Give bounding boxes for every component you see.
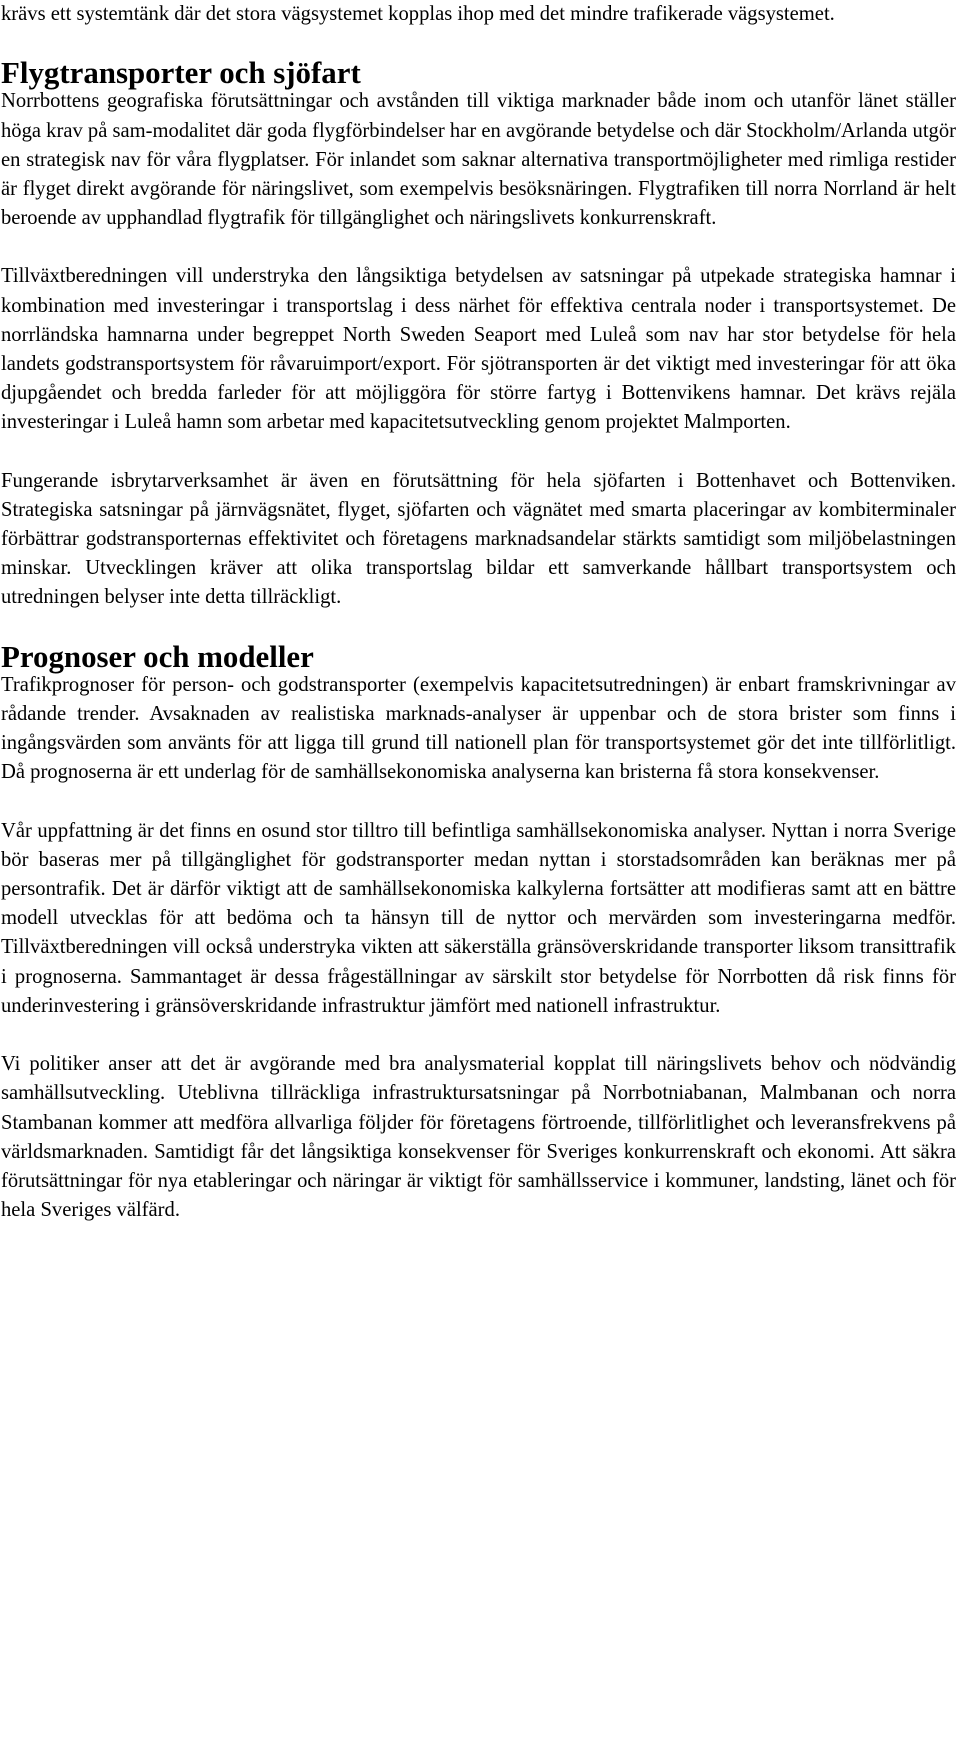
spacer [1, 788, 956, 817]
spacer [1, 613, 956, 642]
intro-fragment: krävs ett systemtänk där det stora vägsystemet kopplas ihop med det mindre trafikerade vägsystemet. [1, 3, 835, 25]
paragraph-prognoser-3: Vi politiker anser att det är avgörande med bra analysmaterial kopplat till näringslivets behov och nödvändig samhällsutveckling. Uteblivna tillräckliga infrastruktursatsningar på Norrbotniabanan, Malmbanan och norra Stambanan kommer att medföra allvarliga följder för företagens förtroende, tillförlitlighet och leveransfrekvens på världsmarknaden. Samtidigt får det långsiktiga konsekvenser för Sveriges konkurrenskraft och ekonomi. Att säkra förutsättningar för nya etableringar och näringar är viktigt för samhällsservice i kommuner, landsting, länet och för hela Sveriges välfärd. [1, 1053, 956, 1222]
spacer [1, 1021, 956, 1050]
paragraph-flyg-2: Tillväxtberedningen vill understryka den långsiktiga betydelsen av satsningar på utpekade strategiska hamnar i kombination med investeringar i transportslag i dess närhet för effektiva centrala noder i transportsystemet. De norrländska hamnarna under begreppet North Sweden Seaport med Luleå som nav har stor betydelse för hela landets godstransportsystem för råvaruimport/export. För sjötransporten är det viktigt med investeringar för att öka djupgåendet och bredda farleder för att möjliggöra för större fartyg i Bottenvikens hamnar. Det krävs rejäla investeringar i Luleå hamn som arbetar med kapacitetsutveckling genom projektet Malmporten. [1, 265, 956, 434]
paragraph-prognoser-2: Vår uppfattning är det finns en osund stor tilltro till befintliga samhällsekonomiska analyser. Nyttan i norra Sverige bör baseras mer på tillgänglighet för godstransporter medan nyttan i storstadsområden kan beräknas mer på persontrafik. Det är därför viktigt att de samhällsekonomiska kalkylerna fortsätter att modifieras samt att en bättre modell utvecklas för att bedöma och ta hänsyn till de nyttor och mervärden som investeringarna medför. Tillväxtberedningen vill också understryka vikten att säkerställa gränsöverskridande transporter liksom transittrafik i prognoserna. Sammantaget är dessa frågeställningar av särskilt stor betydelse för Norrbotten då risk finns för underinvestering i gränsöverskridande infrastruktur jämfört med nationell infrastruktur. [1, 819, 956, 1017]
paragraph-flyg-3: Fungerande isbrytarverksamhet är även en förutsättning för hela sjöfarten i Bottenhavet och Bottenviken. Strategiska satsningar på järnvägsnätet, flyget, sjöfarten och vägnätet med smarta placeringar av kombiterminaler förbättrar godstransporternas effektivitet och företagens marknadsandelar stärkts samtidigt som miljöbelastningen minskar. Utvecklingen kräver att olika transportslag bildar ett samverkande hållbart transportsystem och utredningen belyser inte detta tillräckligt. [1, 469, 956, 609]
paragraph-prognoser-1: Trafikprognoser för person- och godstransporter (exempelvis kapacitetsutredningen) är enbart framskrivningar av rådande trender. Avsaknaden av realistiska marknads-analyser är uppenbar och de stora brister som finns i ingångsvärden som använts för att ligga till grund till nationell plan för transportsystemet gör det inte tillförlitligt. Då prognoserna är ett underlag för de samhällsekonomiska analyserna kan bristerna få stora konsekvenser. [1, 673, 956, 784]
spacer [1, 233, 956, 262]
spacer [1, 438, 956, 467]
section-heading-prognoser: Prognoser och modeller [1, 638, 314, 674]
section-heading-flygtransporter: Flygtransporter och sjöfart [1, 55, 361, 91]
spacer [1, 29, 956, 58]
paragraph-flyg-1: Norrbottens geografiska förutsättningar och avstånden till viktiga marknader både inom och utanför länet ställer höga krav på sam-modalitet där goda flygförbindelser har en avgörande betydelse och där Stockholm/Arlanda utgör en strategisk nav för våra flygplatser. För inlandet som saknar alternativa transportmöjligheter med rimliga restider är flyget direkt avgörande för näringslivet, som exempelvis besöksnäringen. Flygtrafiken till norra Norrland är helt beroende av upphandlad flygtrafik för tillgänglighet och näringslivets konkurrenskraft. [1, 90, 957, 230]
